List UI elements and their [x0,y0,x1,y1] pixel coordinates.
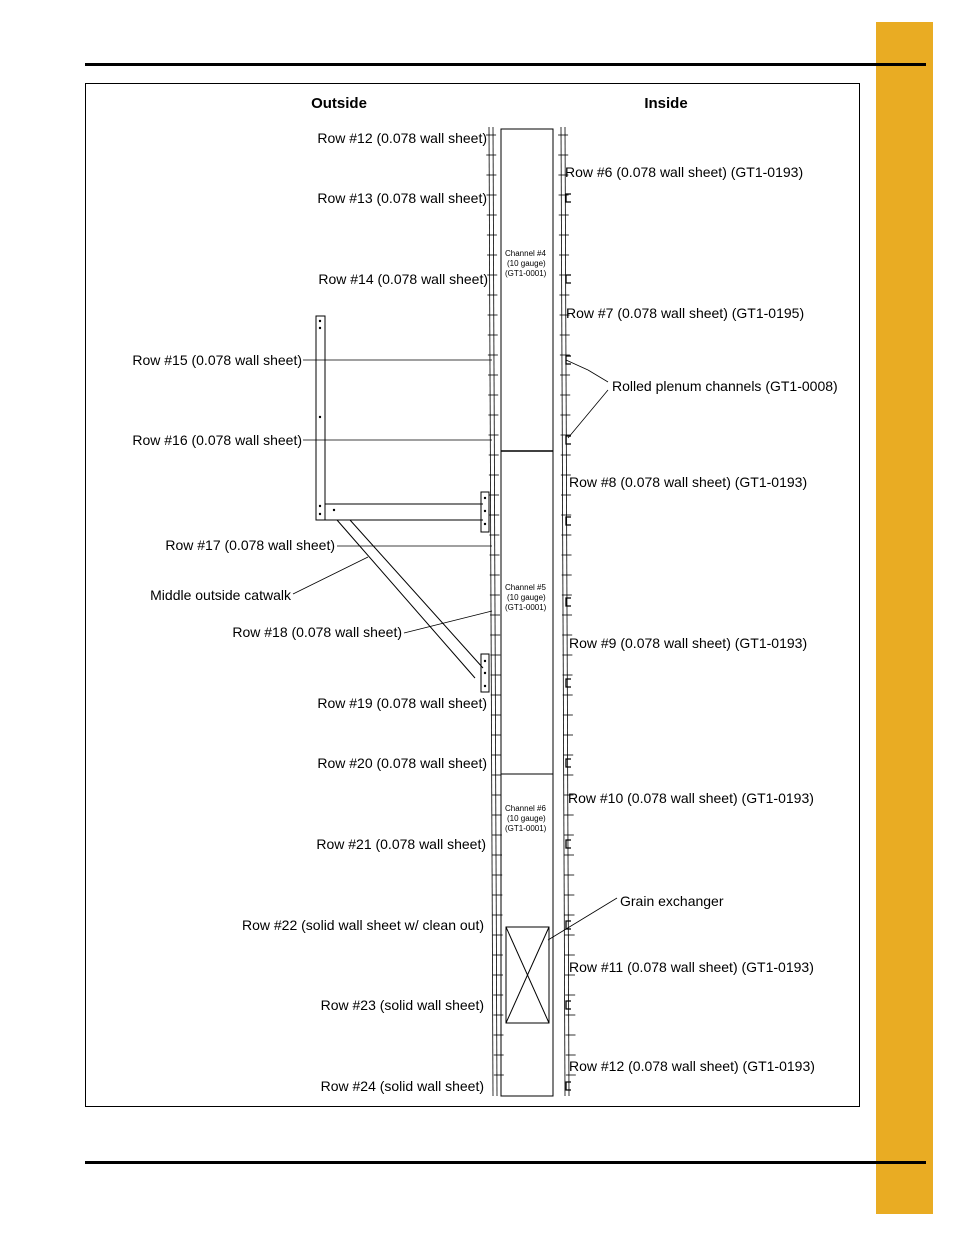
svg-text:(10 gauge): (10 gauge) [507,259,546,268]
label-inside-row8: Row #8 (0.078 wall sheet) (GT1-0193) [569,474,808,490]
svg-text:(10 gauge): (10 gauge) [507,814,546,823]
label-outside-row24: Row #24 (solid wall sheet) [320,1078,484,1094]
label-outside-row17: Row #17 (0.078 wall sheet) [165,537,335,553]
header-outside: Outside [311,95,367,112]
label-inside-row6: Row #6 (0.078 wall sheet) (GT1-0193) [565,164,804,180]
svg-text:Channel #5: Channel #5 [505,583,546,592]
grain-exchanger [506,927,549,1023]
plenum-channel-mark [566,759,571,767]
outside-labels [132,130,488,1094]
inside-wall-sheets [561,127,569,1096]
label-plenum: Rolled plenum channels (GT1-0008) [612,378,838,394]
label-outside-row13: Row #13 (0.078 wall sheet) [317,190,487,206]
svg-text:(GT1-0001): (GT1-0001) [505,824,547,833]
inside-labels [565,164,838,1074]
plenum-channel-mark [566,840,571,848]
label-outside-row23: Row #23 (solid wall sheet) [320,997,484,1013]
plenum-channel-mark [566,275,571,283]
label-outside-row15: Row #15 (0.078 wall sheet) [132,352,302,368]
header-inside: Inside [644,95,688,112]
channel-5-label [505,583,547,612]
channel-4-label [505,249,547,278]
label-inside-row7: Row #7 (0.078 wall sheet) (GT1-0195) [566,305,805,321]
label-outside-row16: Row #16 (0.078 wall sheet) [132,432,302,448]
svg-text:Channel #4: Channel #4 [505,249,546,258]
label-outside-row19: Row #19 (0.078 wall sheet) [317,695,487,711]
label-catwalk: Middle outside catwalk [150,587,291,603]
label-outside-row12: Row #12 (0.078 wall sheet) [317,130,487,146]
label-inside-row9: Row #9 (0.078 wall sheet) (GT1-0193) [569,635,808,651]
label-outside-row20: Row #20 (0.078 wall sheet) [317,755,487,771]
svg-text:(GT1-0001): (GT1-0001) [505,603,547,612]
channel-6-label [505,804,547,833]
label-outside-row21: Row #21 (0.078 wall sheet) [316,836,486,852]
label-inside-row12: Row #12 (0.078 wall sheet) (GT1-0193) [569,1058,815,1074]
label-inside-row10: Row #10 (0.078 wall sheet) (GT1-0193) [568,790,814,806]
svg-text:(GT1-0001): (GT1-0001) [505,269,547,278]
label-outside-row22: Row #22 (solid wall sheet w/ clean out) [241,917,484,933]
label-grain-exchanger: Grain exchanger [620,893,724,909]
plenum-channel-mark [566,679,571,687]
label-outside-row14: Row #14 (0.078 wall sheet) [318,271,488,287]
label-inside-row11: Row #11 (0.078 wall sheet) (GT1-0193) [569,959,814,975]
svg-text:Channel #6: Channel #6 [505,804,546,813]
plenum-channel-mark [566,1082,571,1090]
svg-text:(10 gauge): (10 gauge) [507,593,546,602]
label-outside-row18: Row #18 (0.078 wall sheet) [232,624,402,640]
